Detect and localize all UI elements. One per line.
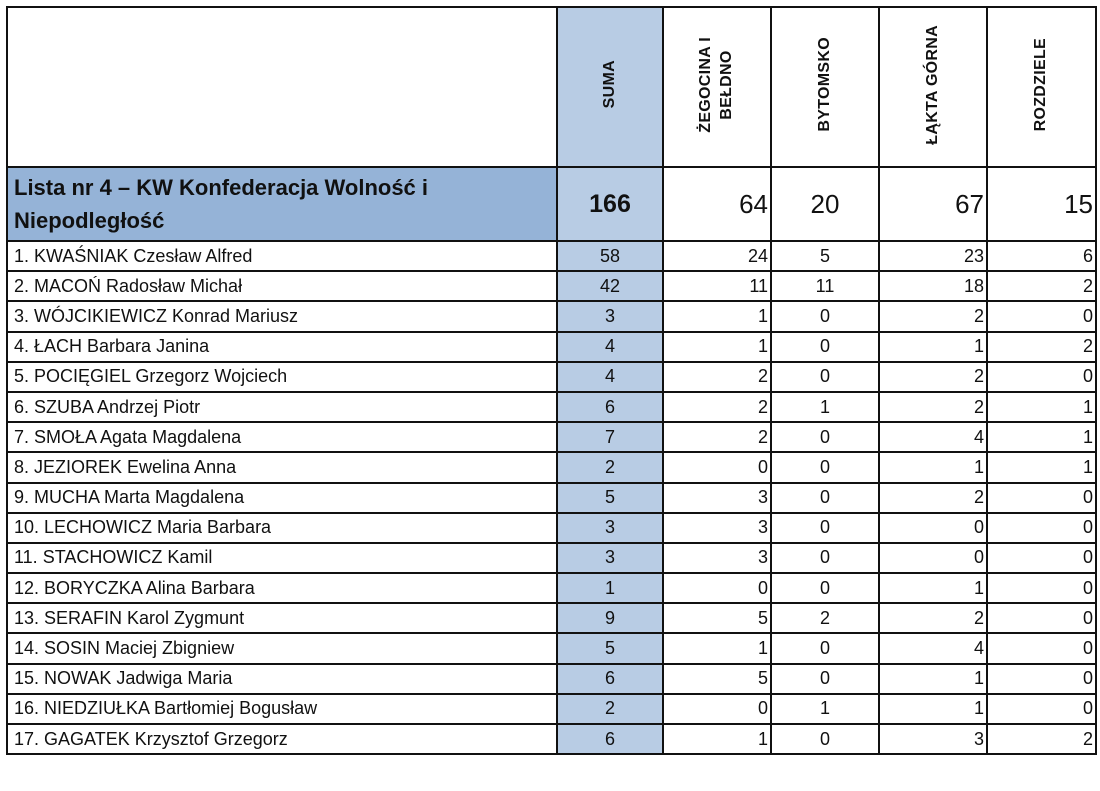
candidate-bytomsko: 0 [771, 301, 879, 331]
table-row [7, 694, 1096, 724]
candidate-rozdziele: 0 [987, 694, 1096, 724]
candidate-lakta: 0 [879, 543, 987, 573]
candidate-lakta: 1 [879, 332, 987, 362]
candidate-name: 3. WÓJCIKIEWICZ Konrad Mariusz [7, 301, 557, 331]
candidate-suma: 3 [557, 543, 663, 573]
candidate-name: 15. NOWAK Jadwiga Maria [7, 664, 557, 694]
candidate-name: 4. ŁACH Barbara Janina [7, 332, 557, 362]
candidate-lakta: 2 [879, 392, 987, 422]
candidate-zegocina: 0 [663, 452, 771, 482]
candidate-suma: 7 [557, 422, 663, 452]
candidate-suma: 3 [557, 513, 663, 543]
candidate-bytomsko: 0 [771, 543, 879, 573]
candidate-rozdziele: 2 [987, 271, 1096, 301]
candidate-name: 13. SERAFIN Karol Zygmunt [7, 603, 557, 633]
candidate-rozdziele: 1 [987, 452, 1096, 482]
candidate-bytomsko: 11 [771, 271, 879, 301]
list-zegocina: 64 [663, 167, 771, 241]
candidate-suma: 4 [557, 332, 663, 362]
candidate-rozdziele: 0 [987, 513, 1096, 543]
candidate-suma: 6 [557, 664, 663, 694]
header-blank-cell [7, 7, 557, 167]
candidate-rozdziele: 0 [987, 603, 1096, 633]
candidate-zegocina: 24 [663, 241, 771, 271]
candidate-lakta: 1 [879, 573, 987, 603]
header-zegocina-label: ŻEGOCINA I BEŁDNO [697, 36, 735, 133]
candidate-bytomsko: 0 [771, 633, 879, 663]
candidate-lakta: 4 [879, 633, 987, 663]
candidate-bytomsko: 0 [771, 513, 879, 543]
candidate-lakta: 4 [879, 422, 987, 452]
candidate-lakta: 2 [879, 483, 987, 513]
header-bytomsko-label: BYTOMSKO [815, 37, 833, 132]
table-row [7, 241, 1096, 271]
candidate-name: 8. JEZIOREK Ewelina Anna [7, 452, 557, 482]
list-name: Lista nr 4 – KW Konfederacja Wolność i Niepodległość [7, 167, 557, 241]
table-row [7, 664, 1096, 694]
election-results-table [6, 6, 1097, 755]
candidate-lakta: 1 [879, 452, 987, 482]
candidate-suma: 58 [557, 241, 663, 271]
candidate-rozdziele: 0 [987, 362, 1096, 392]
candidate-lakta: 1 [879, 694, 987, 724]
candidate-suma: 4 [557, 362, 663, 392]
candidate-zegocina: 5 [663, 603, 771, 633]
list-total-row [7, 167, 1096, 241]
candidate-bytomsko: 5 [771, 241, 879, 271]
candidate-zegocina: 1 [663, 301, 771, 331]
candidate-name: 7. SMOŁA Agata Magdalena [7, 422, 557, 452]
candidate-rozdziele: 2 [987, 724, 1096, 754]
candidate-bytomsko: 0 [771, 452, 879, 482]
candidate-name: 10. LECHOWICZ Maria Barbara [7, 513, 557, 543]
table-row [7, 332, 1096, 362]
header-zegocina [663, 7, 771, 167]
candidate-lakta: 18 [879, 271, 987, 301]
header-suma-label: SUMA [600, 60, 618, 109]
candidate-name: 6. SZUBA Andrzej Piotr [7, 392, 557, 422]
candidate-bytomsko: 0 [771, 422, 879, 452]
candidate-rozdziele: 0 [987, 483, 1096, 513]
candidate-bytomsko: 0 [771, 664, 879, 694]
candidate-lakta: 2 [879, 603, 987, 633]
candidate-zegocina: 0 [663, 573, 771, 603]
candidate-bytomsko: 1 [771, 392, 879, 422]
candidate-name: 16. NIEDZIUŁKA Bartłomiej Bogusław [7, 694, 557, 724]
candidate-zegocina: 3 [663, 543, 771, 573]
table-row [7, 422, 1096, 452]
table-row [7, 724, 1096, 754]
table-row [7, 513, 1096, 543]
candidate-name: 17. GAGATEK Krzysztof Grzegorz [7, 724, 557, 754]
candidate-zegocina: 3 [663, 483, 771, 513]
candidate-suma: 6 [557, 392, 663, 422]
candidate-zegocina: 5 [663, 664, 771, 694]
candidate-rozdziele: 1 [987, 422, 1096, 452]
candidate-name: 12. BORYCZKA Alina Barbara [7, 573, 557, 603]
header-lakta-label: ŁĄKTA GÓRNA [923, 24, 941, 145]
candidate-zegocina: 1 [663, 633, 771, 663]
table-row [7, 392, 1096, 422]
candidate-rozdziele: 1 [987, 392, 1096, 422]
candidate-rozdziele: 6 [987, 241, 1096, 271]
candidate-lakta: 23 [879, 241, 987, 271]
candidate-bytomsko: 0 [771, 483, 879, 513]
header-row [7, 7, 1096, 167]
candidate-suma: 2 [557, 452, 663, 482]
candidate-suma: 6 [557, 724, 663, 754]
candidate-name: 1. KWAŚNIAK Czesław Alfred [7, 241, 557, 271]
table-row [7, 603, 1096, 633]
candidate-lakta: 3 [879, 724, 987, 754]
candidate-rozdziele: 0 [987, 301, 1096, 331]
candidate-rozdziele: 0 [987, 543, 1096, 573]
candidate-zegocina: 2 [663, 422, 771, 452]
candidate-lakta: 2 [879, 362, 987, 392]
table-row [7, 633, 1096, 663]
candidate-rozdziele: 2 [987, 332, 1096, 362]
candidate-lakta: 0 [879, 513, 987, 543]
candidate-zegocina: 0 [663, 694, 771, 724]
candidate-bytomsko: 0 [771, 724, 879, 754]
header-lakta-gorna [879, 7, 987, 167]
candidate-rozdziele: 0 [987, 633, 1096, 663]
candidate-suma: 42 [557, 271, 663, 301]
candidate-suma: 3 [557, 301, 663, 331]
table-row [7, 301, 1096, 331]
candidate-lakta: 2 [879, 301, 987, 331]
candidate-name: 11. STACHOWICZ Kamil [7, 543, 557, 573]
table-row [7, 543, 1096, 573]
table-row [7, 271, 1096, 301]
candidate-name: 14. SOSIN Maciej Zbigniew [7, 633, 557, 663]
candidate-lakta: 1 [879, 664, 987, 694]
header-bytomsko [771, 7, 879, 167]
candidate-bytomsko: 0 [771, 362, 879, 392]
candidate-rozdziele: 0 [987, 573, 1096, 603]
header-rozdziele [987, 7, 1096, 167]
candidate-zegocina: 11 [663, 271, 771, 301]
candidate-name: 9. MUCHA Marta Magdalena [7, 483, 557, 513]
candidate-zegocina: 1 [663, 332, 771, 362]
candidate-zegocina: 2 [663, 362, 771, 392]
candidate-suma: 1 [557, 573, 663, 603]
list-rozdziele: 15 [987, 167, 1096, 241]
candidate-name: 5. POCIĘGIEL Grzegorz Wojciech [7, 362, 557, 392]
table-row [7, 452, 1096, 482]
table-row [7, 573, 1096, 603]
candidate-bytomsko: 2 [771, 603, 879, 633]
candidate-zegocina: 3 [663, 513, 771, 543]
candidate-suma: 2 [557, 694, 663, 724]
candidate-rozdziele: 0 [987, 664, 1096, 694]
candidate-suma: 9 [557, 603, 663, 633]
candidate-suma: 5 [557, 483, 663, 513]
candidate-bytomsko: 1 [771, 694, 879, 724]
table-row [7, 362, 1096, 392]
list-suma: 166 [557, 167, 663, 241]
candidate-bytomsko: 0 [771, 332, 879, 362]
header-rozdziele-label: ROZDZIELE [1032, 37, 1050, 132]
candidate-suma: 5 [557, 633, 663, 663]
list-bytomsko: 20 [771, 167, 879, 241]
candidate-bytomsko: 0 [771, 573, 879, 603]
candidate-zegocina: 1 [663, 724, 771, 754]
candidate-zegocina: 2 [663, 392, 771, 422]
candidate-name: 2. MACOŃ Radosław Michał [7, 271, 557, 301]
header-suma [557, 7, 663, 167]
table-row [7, 483, 1096, 513]
list-lakta: 67 [879, 167, 987, 241]
